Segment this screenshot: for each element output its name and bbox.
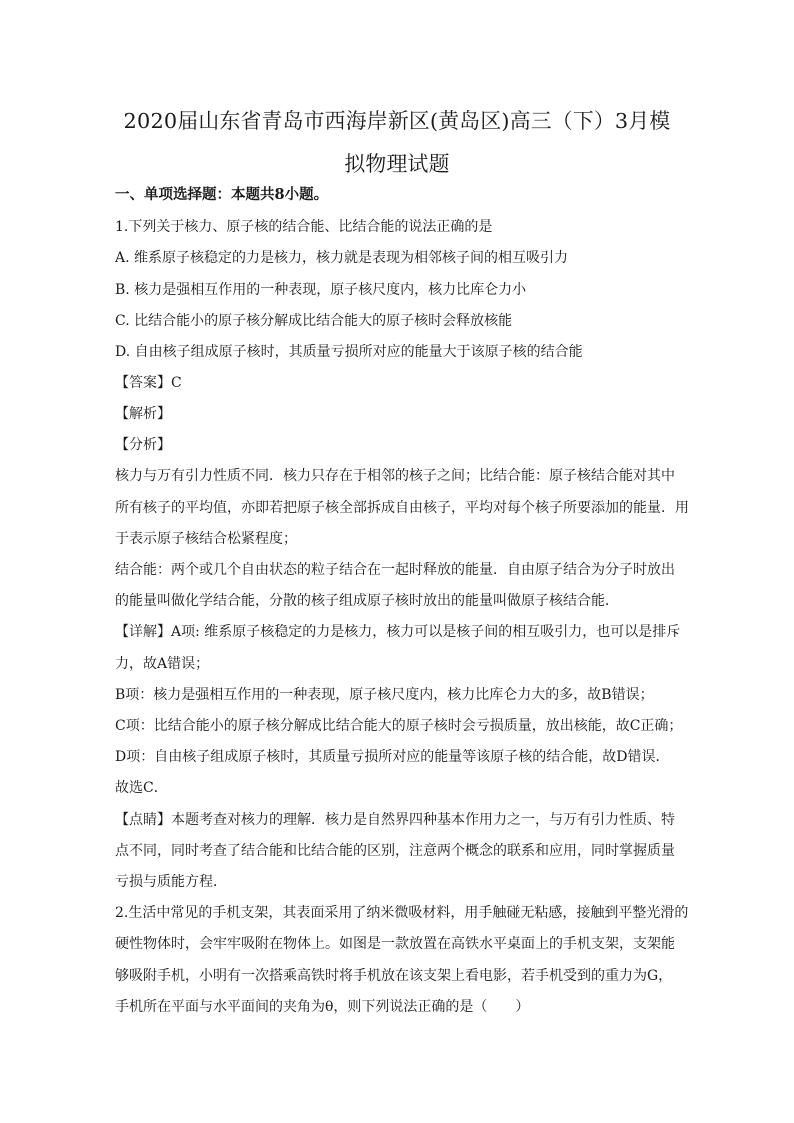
question-2-stem-line-4: 手机所在平面与水平面间的夹角为θ，则下列说法正确的是（ ） (115, 999, 530, 1015)
question-1-option-a: A. 维系原子核稳定的力是核力，核力就是表现为相邻核子间的相互吸引力 (115, 250, 569, 266)
question-1-option-b: B. 核力是强相互作用的一种表现，原子核尺度内，核力比库仑力小 (115, 282, 527, 298)
question-1-stem: 1.下列关于核力、原子核的结合能、比结合能的说法正确的是 (115, 219, 493, 235)
comment-line-2: 点不同，同时考查了结合能和比结合能的区别，注意两个概念的联系和应用，同时掌握质量 (115, 843, 675, 859)
comment-line-1: 【点睛】本题考查对核力的理解．核力是自然界四种基本作用力之一，与万有引力性质、特 (115, 812, 675, 828)
fenxi-line-5: 的能量叫做化学结合能，分散的核子组成原子核时放出的能量叫做原子核结合能． (115, 593, 619, 609)
fenxi-label: 【分析】 (115, 437, 171, 453)
document-title-line-1: 2020届山东省青岛市西海岸新区(黄岛区)高三（下）3月模 (123, 109, 671, 133)
detail-line-5: D项：自由核子组成原子核时，其质量亏损所对应的能量等该原子核的结合能，故D错误． (115, 749, 670, 765)
fenxi-line-3: 于表示原子核结合松紧程度； (115, 531, 297, 547)
question-2-stem-line-3: 够吸附手机，小明有一次搭乘高铁时将手机放在该支架上看电影，若手机受到的重力为G， (115, 968, 673, 984)
fenxi-line-2: 所有核子的平均值，亦即若把原子核全部拆成自由核子，平均对每个核子所要添加的能量．用 (115, 500, 689, 516)
detail-line-1: 【详解】A项: 维系原子核稳定的力是核力，核力可以是核子间的相互吸引力，也可以是排斥 (115, 624, 681, 640)
question-2-stem-line-2: 硬性物体时，会牢牢吸附在物体上。如图是一款放置在高铁水平桌面上的手机支架，支架能 (115, 936, 675, 952)
fenxi-line-1: 核力与万有引力性质不同．核力只存在于相邻的核子之间；比结合能：原子核结合能对其中 (115, 468, 675, 484)
detail-line-4: C项：比结合能小的原子核分解成比结合能大的原子核时会亏损质量，放出核能，故C正确； (115, 718, 683, 734)
question-1-option-d: D. 自由核子组成原子核时，其质量亏损所对应的能量大于该原子核的结合能 (115, 344, 583, 360)
detail-line-2: 力，故A错误； (115, 656, 210, 672)
analysis-label: 【解析】 (115, 406, 171, 422)
question-1-option-c: C. 比结合能小的原子核分解成比结合能大的原子核时会释放核能 (115, 313, 513, 329)
section-heading: 一、单项选择题：本题共8小题。 (115, 186, 329, 203)
detail-line-6: 故选C． (115, 780, 168, 796)
document-title-line-2: 拟物理试题 (344, 152, 450, 176)
question-2-stem-line-1: 2.生活中常见的手机支架，其表面采用了纳米微吸材料，用手触碰无粘感，接触到平整光滑的 (115, 905, 689, 921)
detail-line-3: B项：核力是强相互作用的一种表现，原子核尺度内，核力比库仑力大的多，故B错误； (115, 687, 654, 703)
comment-line-3: 亏损与质能方程． (115, 874, 227, 890)
answer-label: 【答案】C (115, 375, 182, 391)
fenxi-line-4: 结合能：两个或几个自由状态的粒子结合在一起时释放的能量．自由原子结合为分子时放出 (115, 562, 675, 578)
